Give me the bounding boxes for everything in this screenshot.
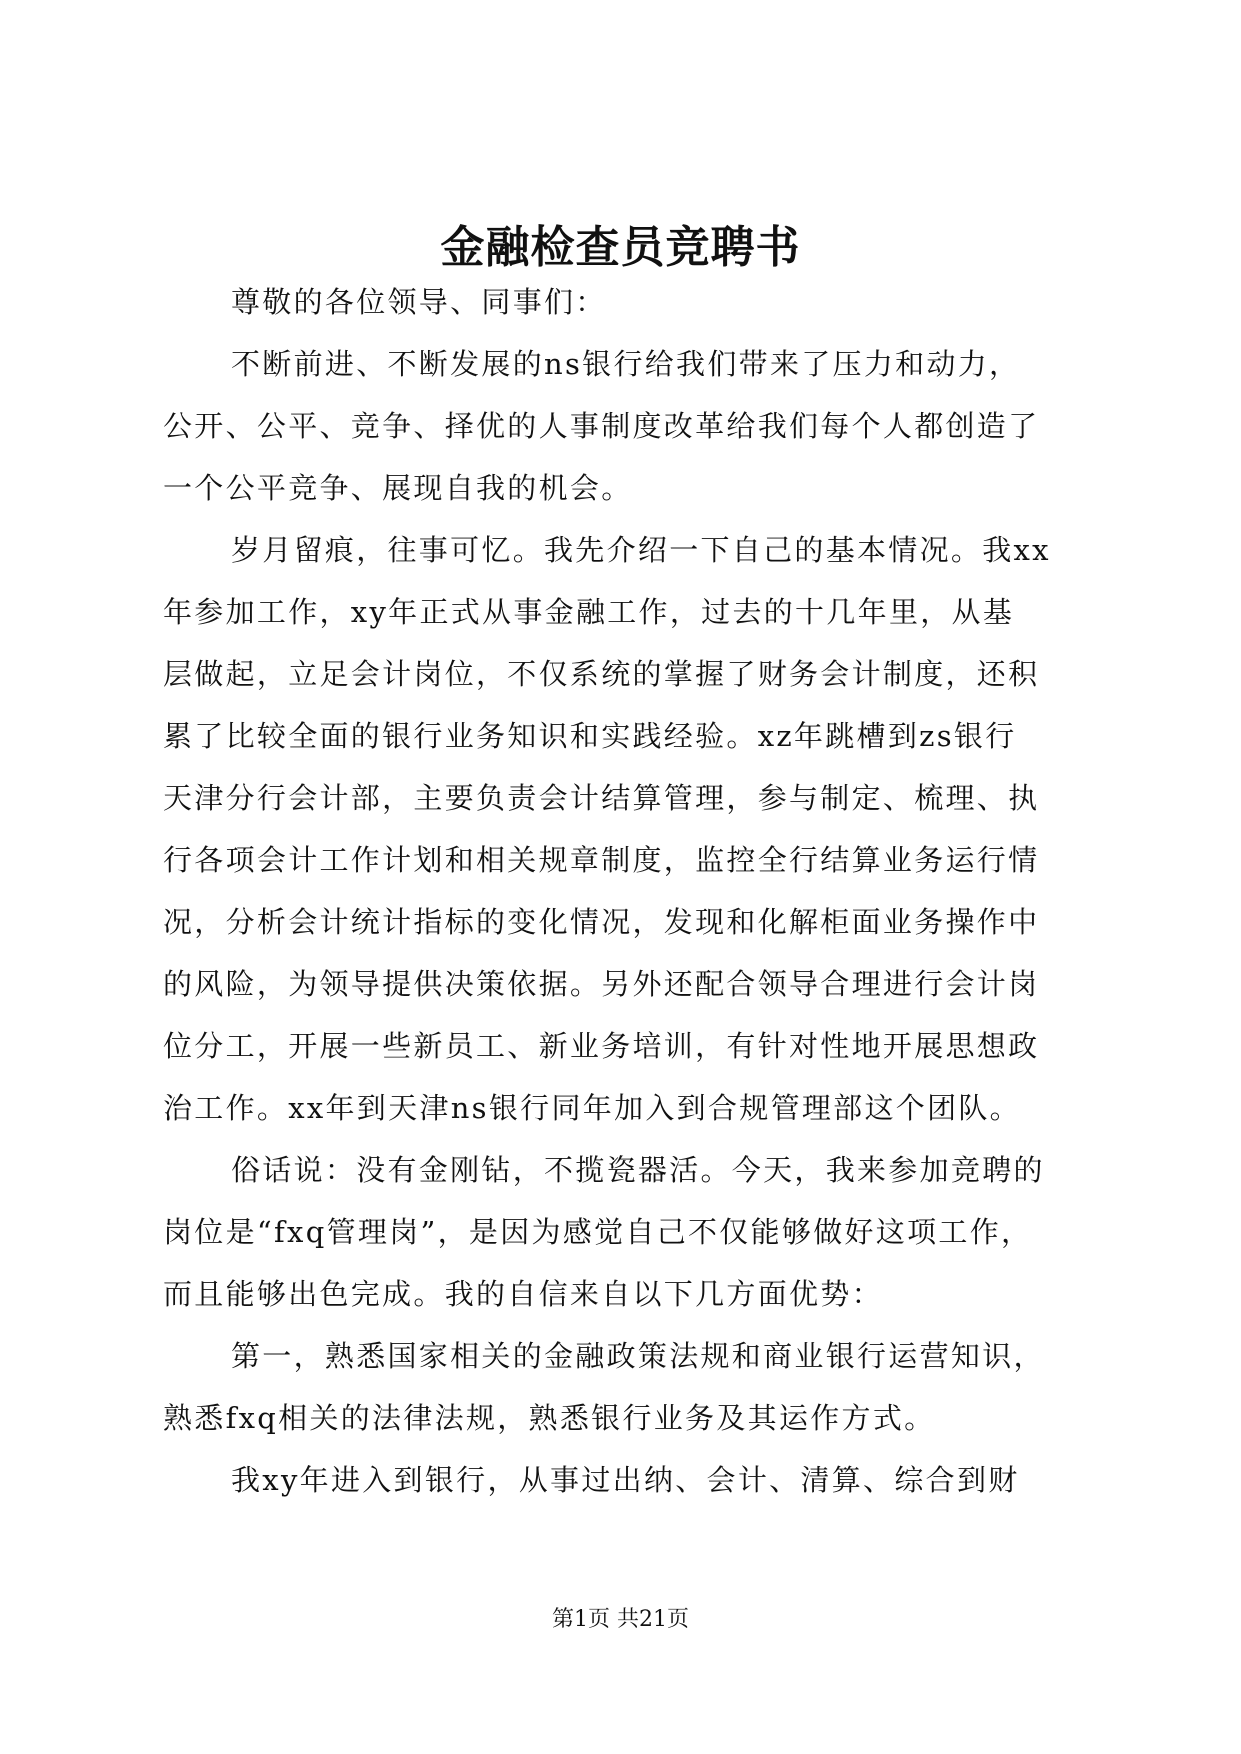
page-indicator: 第1页 共21页 bbox=[552, 1607, 689, 1632]
text-line: 天津分行会计部，主要负责会计结算管理，参与制定、梳理、执 bbox=[163, 781, 1040, 815]
text-line: 第一，熟悉国家相关的金融政策法规和商业银行运营知识， bbox=[231, 1339, 1045, 1373]
text-line: 治工作。xx年到天津ns银行同年加入到合规管理部这个团队。 bbox=[163, 1091, 1021, 1125]
text-line: 尊敬的各位领导、同事们： bbox=[231, 285, 607, 319]
text-line: 岗位是“fxq管理岗”，是因为感觉自己不仅能够做好这项工作， bbox=[163, 1215, 1033, 1249]
text-line: 的风险，为领导提供决策依据。另外还配合领导合理进行会计岗 bbox=[163, 967, 1040, 1001]
text-line: 层做起，立足会计岗位，不仅系统的掌握了财务会计制度，还积 bbox=[163, 657, 1040, 691]
text-line: 俗话说：没有金刚钻，不揽瓷器活。今天，我来参加竞聘的 bbox=[231, 1153, 1045, 1187]
text-line: 行各项会计工作计划和相关规章制度，监控全行结算业务运行情 bbox=[163, 843, 1040, 877]
text-line: 不断前进、不断发展的ns银行给我们带来了压力和动力， bbox=[231, 347, 1021, 381]
text-line: 而且能够出色完成。我的自信来自以下几方面优势： bbox=[163, 1277, 883, 1311]
text-line: 位分工，开展一些新员工、新业务培训，有针对性地开展思想政 bbox=[163, 1029, 1040, 1063]
text-line: 我xy年进入到银行，从事过出纳、会计、清算、综合到财 bbox=[231, 1463, 1020, 1497]
text-line: 公开、公平、竞争、择优的人事制度改革给我们每个人都创造了 bbox=[163, 409, 1040, 443]
text-line: 况，分析会计统计指标的变化情况，发现和化解柜面业务操作中 bbox=[163, 905, 1040, 939]
document-title: 金融检查员竞聘书 bbox=[440, 222, 801, 273]
text-line: 一个公平竞争、展现自我的机会。 bbox=[163, 471, 633, 505]
text-line: 年参加工作，xy年正式从事金融工作，过去的十几年里，从基 bbox=[163, 595, 1015, 629]
text-line: 熟悉fxq相关的法律法规，熟悉银行业务及其运作方式。 bbox=[163, 1401, 936, 1435]
text-line: 累了比较全面的银行业务知识和实践经验。xz年跳槽到zs银行 bbox=[163, 719, 1017, 753]
document-body bbox=[163, 271, 1083, 1511]
text-line: 岁月留痕，往事可忆。我先介绍一下自己的基本情况。我xx bbox=[231, 533, 1051, 567]
